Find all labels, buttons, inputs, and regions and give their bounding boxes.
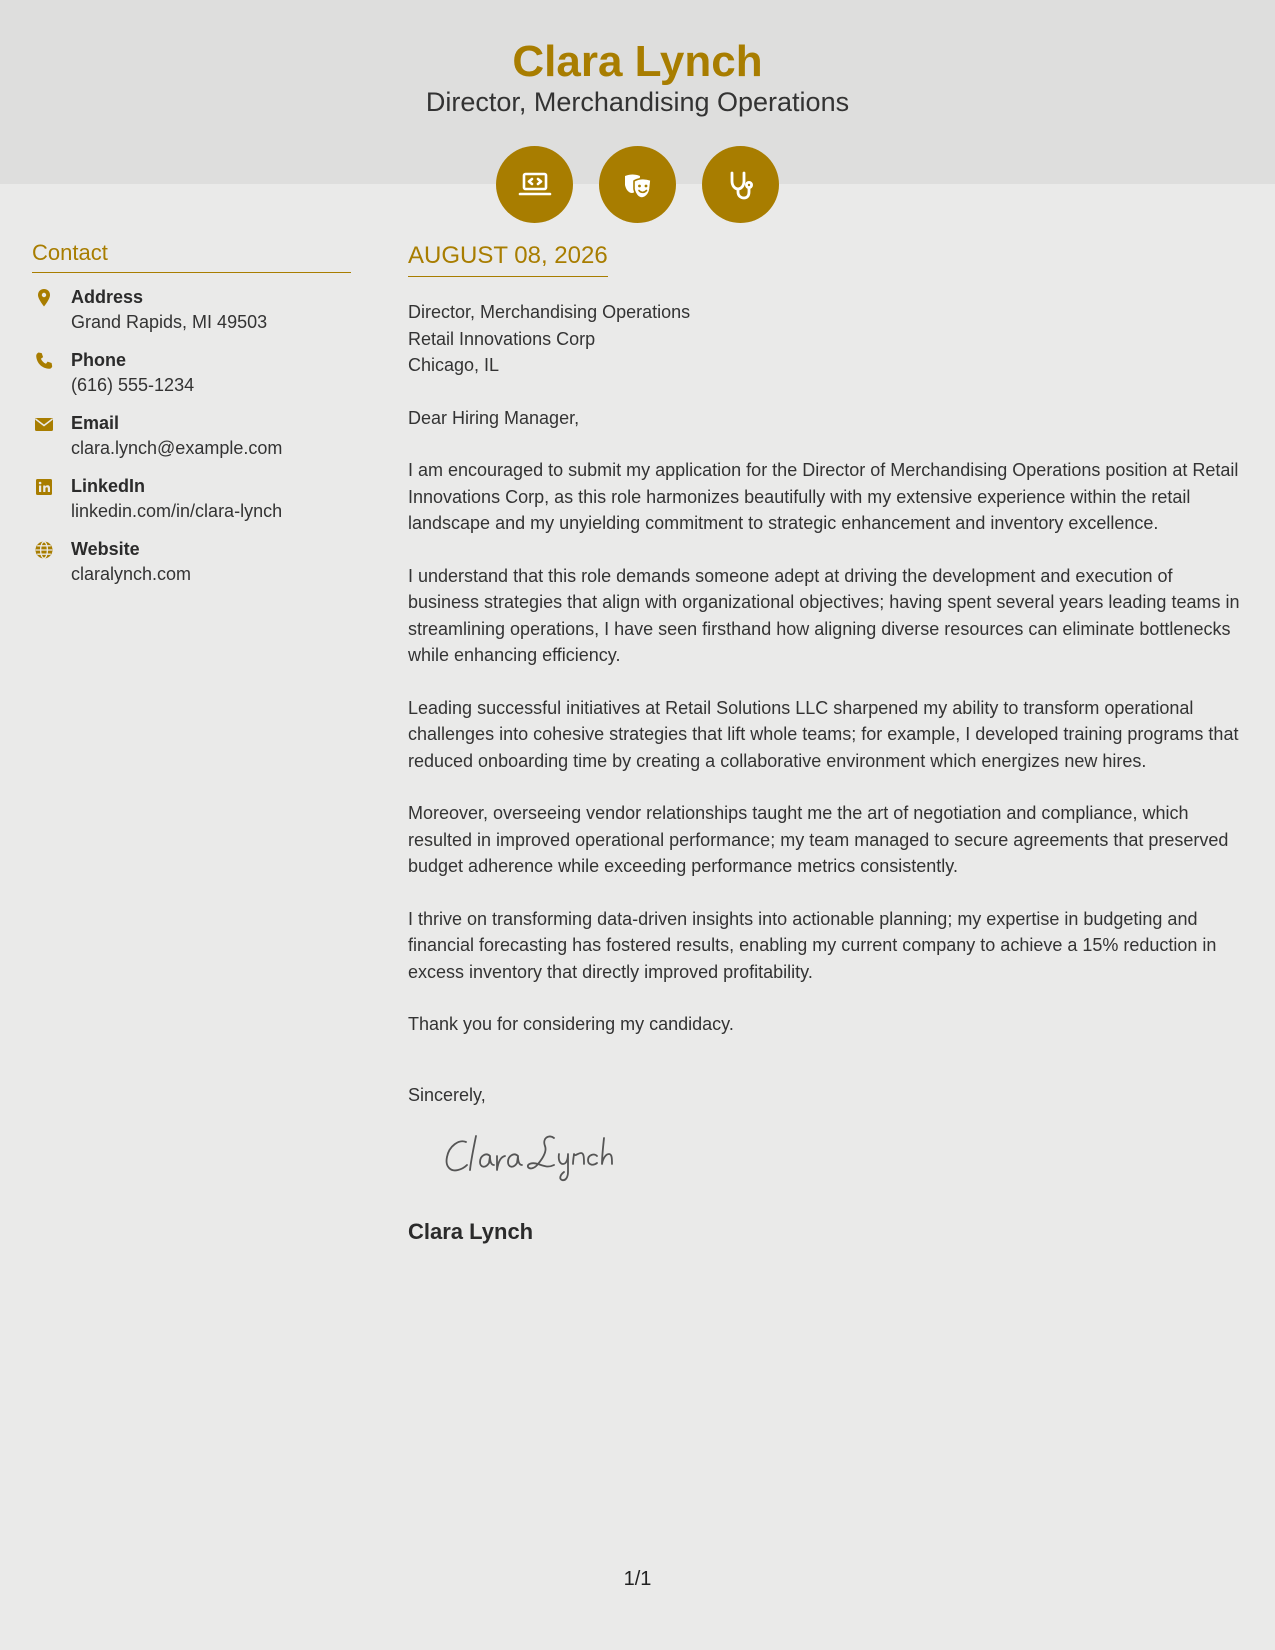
contact-linkedin [32, 474, 351, 524]
phone-label: Phone [71, 350, 127, 370]
letter-date: AUGUST 08, 2026 [408, 240, 608, 277]
phone-icon [34, 351, 54, 371]
recipient-location: Chicago, IL [408, 355, 500, 375]
address-label: Address [71, 287, 144, 307]
paragraph: I thrive on transforming data-driven insights into actionable planning; my expertise in budgeting and financial forecasting has fostered results, enabling my current company to achieve a 15% reduction in excess inventory that directly improved profitability. [408, 908, 1217, 982]
thanks-line: Thank you for considering my candidacy. [408, 1014, 734, 1034]
linkedin-value: linkedin.com/in/clara-lynch [71, 501, 283, 521]
globe-icon [34, 540, 54, 560]
contact-email [32, 411, 351, 461]
recipient-block [408, 299, 1248, 379]
email-value: clara.lynch@example.com [71, 438, 283, 458]
page-number: 1/1 [623, 1568, 652, 1590]
paragraph: Moreover, overseeing vendor relationships taught me the art of negotiation and compliance, which resulted in improved operational performance; my team managed to secure agreements that preserved budget adherence while exceeding performance metrics consistently. [408, 803, 1229, 876]
map-pin-icon [34, 288, 54, 308]
website-label: Website [71, 539, 140, 559]
linkedin-label: LinkedIn [71, 476, 146, 496]
laptop-code-icon [496, 146, 573, 223]
website-value: claralynch.com [71, 564, 192, 584]
contact-address [32, 285, 351, 335]
recipient-company: Retail Innovations Corp [408, 328, 596, 349]
address-value: Grand Rapids, MI 49503 [71, 312, 268, 332]
closing: Sincerely, [408, 1084, 486, 1105]
paragraph: I am encouraged to submit my application for the Director of Merchandising Operations position at Retail Innovations Corp, as this role harmonizes beautifully with my extensive experience within the retail landscape and my unyielding commitment to strategic enhancement and inventory excellence. [408, 460, 1239, 533]
header-icons [496, 146, 779, 223]
email-label: Email [71, 413, 120, 433]
signer-name: Clara Lynch [408, 1219, 534, 1244]
signature [442, 1128, 642, 1186]
salutation: Dear Hiring Manager, [408, 407, 580, 428]
letter-body [408, 240, 1248, 1247]
paragraph: I understand that this role demands someone adept at driving the development and execution of business strategies that align with organizational objectives; having spent several years leading teams in streamlining operations, I have seen firsthand how aligning diverse resources can eliminate bottlenecks while enhancing efficiency. [408, 565, 1240, 665]
recipient-title: Director, Merchandising Operations [408, 302, 691, 322]
envelope-icon [34, 414, 54, 434]
phone-value: (616) 555-1234 [71, 375, 195, 395]
contact-heading: Contact [32, 238, 351, 273]
theater-masks-icon [599, 146, 676, 223]
contact-phone [32, 348, 351, 398]
stethoscope-icon [702, 146, 779, 223]
paragraph: Leading successful initiatives at Retail Solutions LLC sharpened my ability to transform operational challenges into cohesive strategies that lift whole teams; for example, I developed training programs that reduced onboarding time by creating a collaborative environment which energizes new hires. [408, 697, 1239, 771]
applicant-name: Clara Lynch [512, 37, 763, 86]
linkedin-icon [34, 477, 54, 497]
contact-sidebar [32, 238, 351, 600]
contact-website [32, 537, 351, 587]
applicant-title: Director, Merchandising Operations [425, 87, 850, 117]
